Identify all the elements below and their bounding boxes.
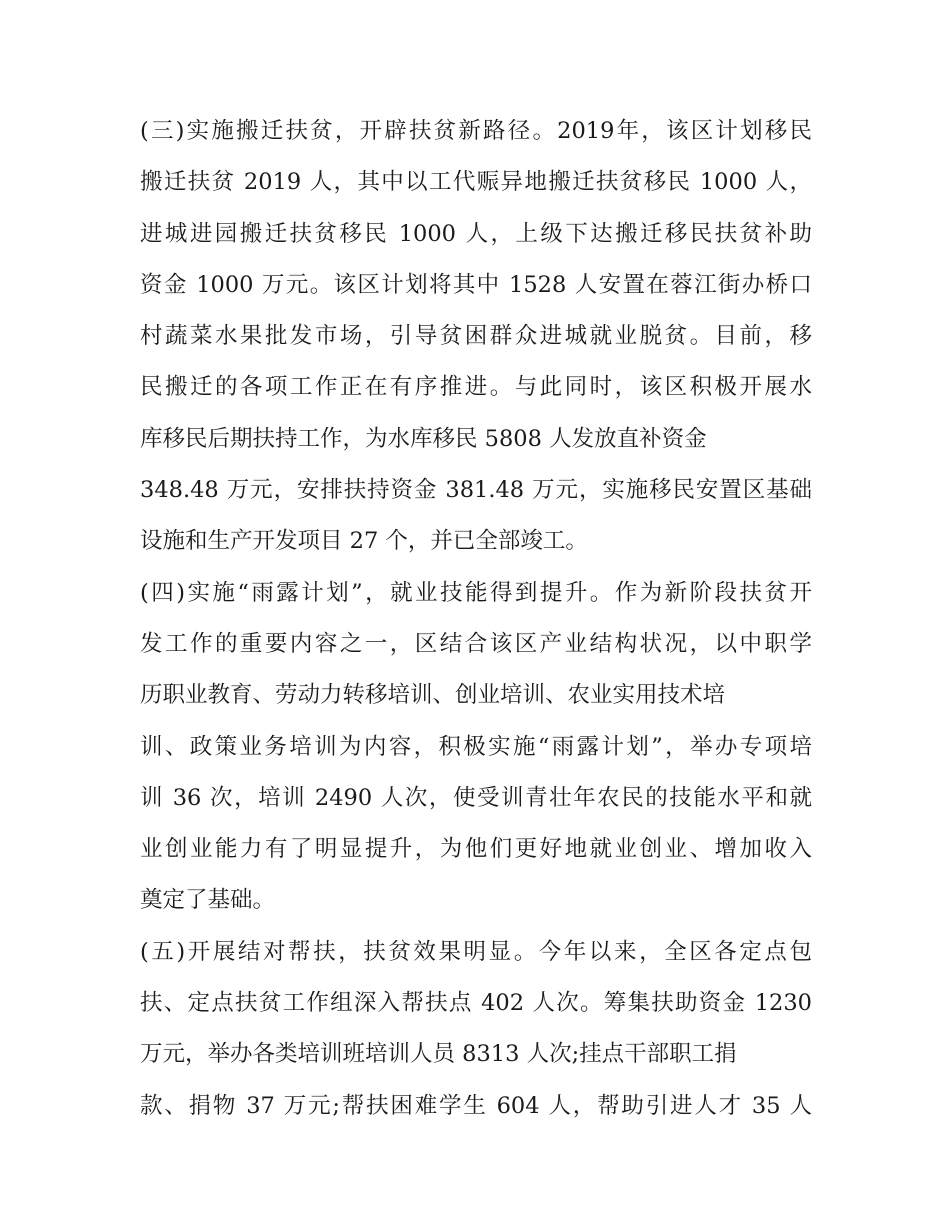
text-line: 业创业能力有了明显提升，为他们更好地就业创业、增加收入 <box>140 836 812 863</box>
text-line: (四)实施“雨露计划”，就业技能得到提升。作为新阶段扶贫开 <box>140 579 812 606</box>
text-line: 设施和生产开发项目 27 个，并已全部竣工。 <box>140 528 588 555</box>
text-line: (三)实施搬迁扶贫，开辟扶贫新路径。2019年，该区计划移民 <box>140 118 812 144</box>
text-line: 扶、定点扶贫工作组深入帮扶点 402 人次。筹集扶助资金 1230 <box>140 990 812 1017</box>
text-line: 348.48 万元，安排扶持资金 381.48 万元，实施移民安置区基础 <box>140 477 812 504</box>
text-line: 款、捐物 37 万元;帮扶困难学生 604 人，帮助引进人才 35 人 <box>140 1092 812 1119</box>
text-line: 进城进园搬迁扶贫移民 1000 人，上级下达搬迁移民扶贫补助 <box>140 220 812 247</box>
text-line: (五)开展结对帮扶，扶贫效果明显。今年以来，全区各定点包 <box>140 938 812 965</box>
text-line: 民搬迁的各项工作正在有序推进。与此同时，该区积极开展水 <box>140 374 812 401</box>
text-line: 库移民后期扶持工作，为水库移民 5808 人发放直补资金 <box>140 425 707 452</box>
document-body <box>140 106 812 1132</box>
text-line: 发工作的重要内容之一，区结合该区产业结构状况，以中职学 <box>140 630 812 657</box>
text-line: 历职业教育、劳动力转移培训、创业培训、农业实用技术培 <box>140 682 726 709</box>
text-line: 奠定了基础。 <box>140 887 276 914</box>
text-line: 村蔬菜水果批发市场，引导贫困群众进城就业脱贫。目前，移 <box>140 323 812 350</box>
text-line: 训 36 次，培训 2490 人次，使受训青壮年农民的技能水平和就 <box>140 784 812 811</box>
text-line: 资金 1000 万元。该区计划将其中 1528 人安置在蓉江街办桥口 <box>140 271 812 298</box>
text-line: 万元，举办各类培训班培训人员 8313 人次;挂点干部职工捐 <box>140 1041 737 1068</box>
text-line: 训、政策业务培训为内容，积极实施“雨露计划”，举办专项培 <box>140 733 812 760</box>
text-line: 搬迁扶贫 2019 人，其中以工代赈异地搬迁扶贫移民 1000 人， <box>140 169 812 196</box>
